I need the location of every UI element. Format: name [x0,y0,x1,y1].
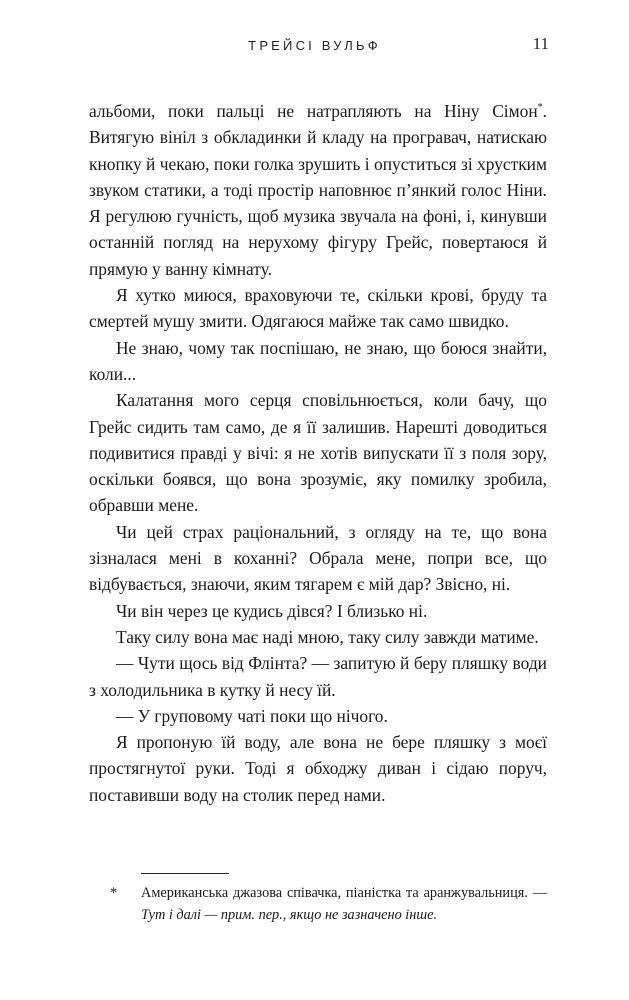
dialogue-line: — У груповому чаті поки що нічого. [116,705,388,726]
footnote-mark: * [110,885,118,901]
footnote-reference: * [537,102,543,114]
paragraph: Чи він через це кудись дівся? І близько ні. [116,600,428,621]
paragraph: Калатання мого серця сповільнюється, коли бачу, що Грейс сидить там само, де я її залишив. Нарешті доводиться подивитися правді у вічі: я не хотів випускати її з поля зору, оскільки боявся, що вона зрозуміє, яку помилку зробила, обравши мене. [89,390,547,516]
paragraph: Таку силу вона має наді мною, таку силу завжди матиме. [116,626,539,647]
running-title: ТРЕЙСІ ВУЛЬФ [248,38,381,53]
footnote [110,882,547,926]
footnote-translator-note: Тут і далі — прим. пер., якщо не зазначено інше. [141,907,438,923]
running-head [0,34,629,58]
paragraph: Я хутко миюся, враховуючи те, скільки крові, бруду та смертей мушу змити. Одягаюся майже так само швидко. [89,285,547,332]
dialogue-line: — Чути щось від Флінта? — запитую й беру пляшку води з холодильника в кутку й несу їй. [89,653,547,700]
page-number: 11 [532,34,549,53]
paragraph: альбоми, поки пальці не натрапляють на Ніну Сімон*. Витягую вініл з обкладинки й кладу на програвач, натискаю кнопку й чекаю, поки голка зрушить і опуститься зі хрустким звуком статики, а тоді простір наповнює п’янкий голос Ніни. Я регулюю гучність, щоб музика звучала на фоні, і, кинувши останній погляд на нерухому фігуру Грейс, повертаюся й прямую у ванну кімнату. [89,101,547,279]
paragraph: Не знаю, чому так поспішаю, не знаю, що боюся знайти, коли... [89,337,547,384]
paragraph: Чи цей страх раціональний, з огляду на те, що вона зізналася мені в коханні? Обрала мене, попри все, що відбувається, знаючи, яким тягарем є мій дар? Звісно, ні. [89,521,547,595]
footnote-text: Американська джазова співачка, піаністка та аранжувальниця. — Тут і далі — прим. пер., якщо не зазначено інше. [141,885,548,923]
paragraph: Я пропоную їй воду, але вона не бере пляшку з моєї простягнутої руки. Тоді я обходжу диван і сідаю поруч, поставивши воду на столик перед нами. [89,732,547,805]
footnote-divider [141,873,229,874]
body-text [89,98,547,808]
